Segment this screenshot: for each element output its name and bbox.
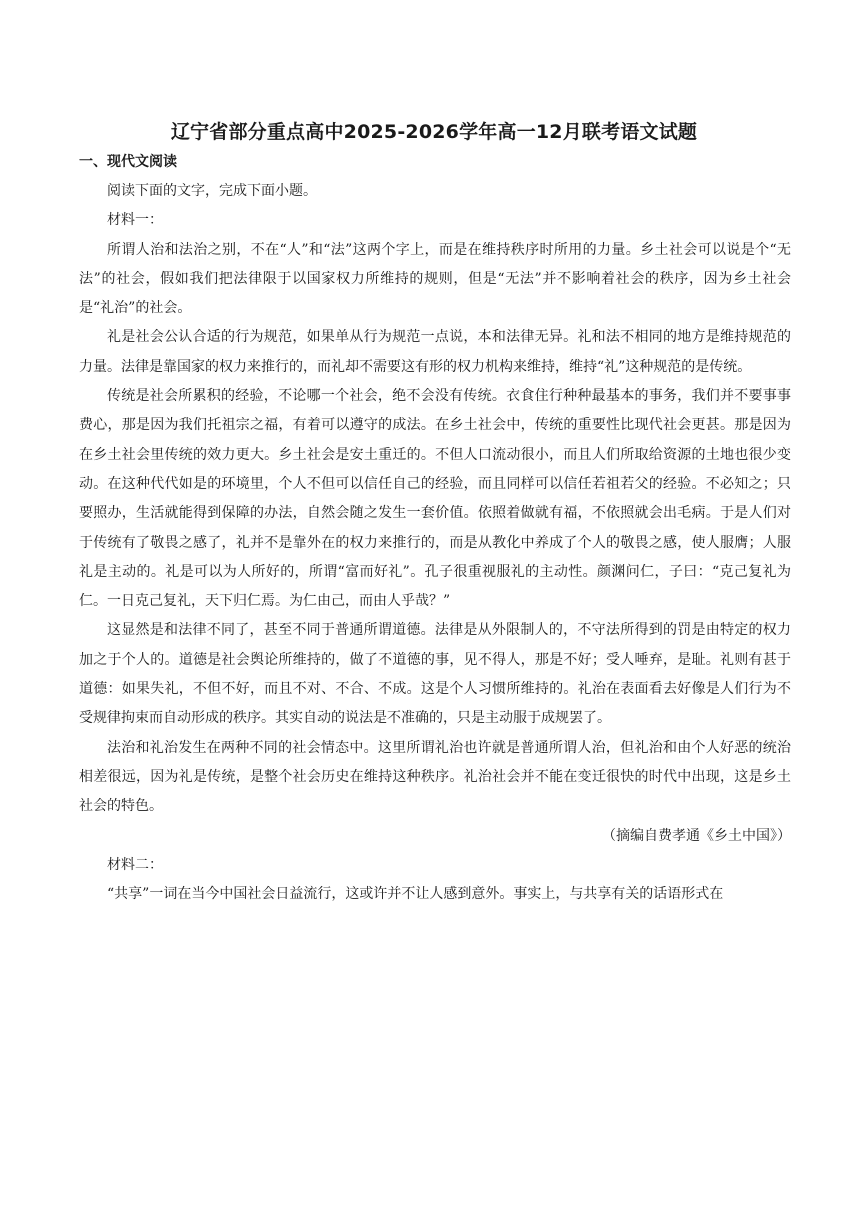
- body-paragraph: 这显然是和法律不同了，甚至不同于普通所谓道德。法律是从外限制人的，不守法所得到的罚是由特定的权力加之于个人的。道德是社会舆论所维持的，做了不道德的事，见不得人，那是不好；受人唾弃，是耻。礼则有甚于道德：如果失礼，不但不好，而且不对、不合、不成。这是个人习惯所维持的。礼治在表面看去好像是人们行为不受规律拘束而自动形成的秩序。其实自动的说法是不准确的，只是主动服于成规罢了。: [79, 622, 791, 727]
- instruction-paragraph: 阅读下面的文字，完成下面小题。: [107, 183, 317, 199]
- material-label: 材料二：: [107, 856, 163, 873]
- document-body: [79, 177, 791, 909]
- document-title: 辽宁省部分重点高中2025-2026学年高一12月联考语文试题: [170, 121, 698, 143]
- body-paragraph: “共享”一词在当今中国社会日益流行，这或许并不让人感到意外。事实上，与共享有关的话语形式在: [107, 886, 724, 903]
- source-citation: （摘编自费孝通《乡土中国》）: [602, 827, 791, 844]
- body-paragraph: 所谓人治和法治之别，不在“人”和“法”这两个字上，而是在维持秩序时所用的力量。乡土社会可以说是个“无法”的社会，假如我们把法律限于以国家权力所维持的规则，但是“无法”并不影响着社会的秩序，因为乡土社会是“礼治”的社会。: [79, 241, 791, 317]
- body-paragraph: 传统是社会所累积的经验，不论哪一个社会，绝不会没有传统。衣食住行种种最基本的事务，我们并不要事事费心，那是因为我们托祖宗之福，有着可以遵守的成法。在乡土社会中，传统的重要性比现代社会更甚。那是因为在乡土社会里传统的效力更大。乡土社会是安土重迁的。不但人口流动很小，而且人们所取给资源的土地也很少变动。在这种代代如是的环境里，个人不但可以信任自己的经验，而且同样可以信任若祖若父的经验。不必知之；只要照办，生活就能得到保障的办法，自然会随之发生一套价值。依照着做就有福，不依照就会出毛病。于是人们对于传统有了敬畏之感了，礼并不是靠外在的权力来推行的，而是从教化中养成了个人的敬畏之感，使人服膺；人服礼是主动的。礼是可以为人所好的，所谓“富而好礼”。孔子很重视服礼的主动性。颜渊问仁，子曰：“克己复礼为仁。一日克己复礼，天下归仁焉。为仁由己，而由人乎哉？”: [79, 388, 791, 610]
- body-paragraph: 礼是社会公认合适的行为规范，如果单从行为规范一点说，本和法律无异。礼和法不相同的地方是维持规范的力量。法律是靠国家的权力来推行的，而礼却不需要这有形的权力机构来维持，维持“礼”这种规范的是传统。: [79, 329, 791, 375]
- material-label: 材料一：: [107, 212, 163, 229]
- body-paragraph: 法治和礼治发生在两种不同的社会情态中。这里所谓礼治也许就是普通所谓人治，但礼治和由个人好恶的统治相差很远，因为礼是传统，是整个社会历史在维持这种秩序。礼治社会并不能在变迁很快的时代中出现，这是乡土社会的特色。: [79, 739, 791, 815]
- section-heading: 一、现代文阅读: [79, 154, 177, 170]
